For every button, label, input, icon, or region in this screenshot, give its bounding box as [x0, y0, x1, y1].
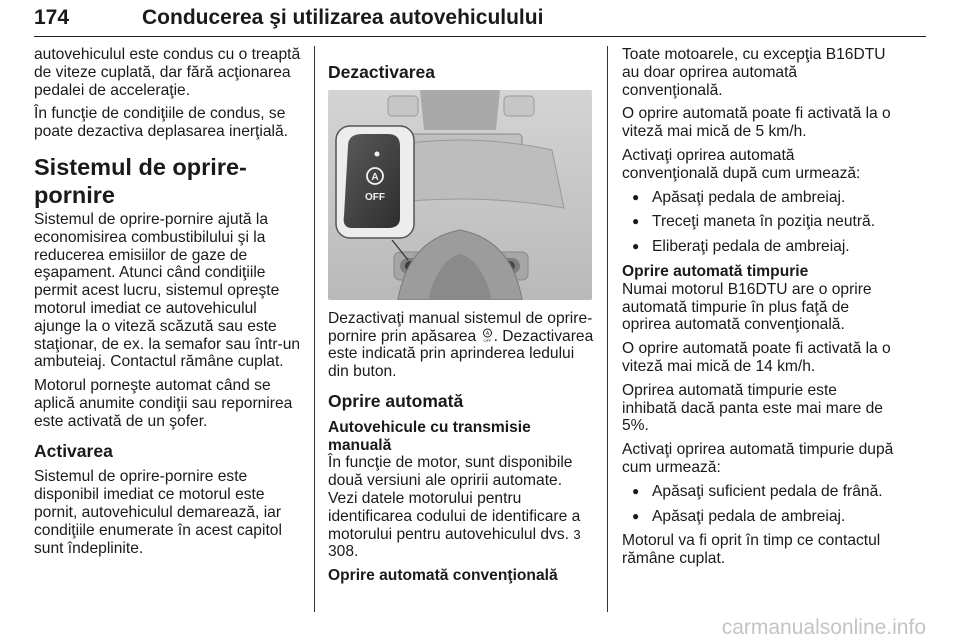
console-figure	[328, 90, 592, 300]
subsection-heading: Dezactivarea	[328, 62, 436, 82]
minor-heading: Autovehicule cu transmisie manuală	[328, 418, 531, 454]
list-item: ● Apăsaţi pedala de ambreiaj.	[622, 189, 894, 207]
section-heading: Sistemul de oprire-pornire	[34, 153, 247, 208]
page-header	[34, 4, 926, 44]
paragraph: Motorul va fi oprit în timp ce contactul rămâne cuplat.	[622, 532, 881, 568]
paragraph: Oprirea automată timpurie este inhibată dacă panta este mai mare de 5%.	[622, 381, 883, 435]
column-2	[328, 46, 594, 585]
page-number: 174	[34, 6, 70, 29]
list-item: ● Treceţi maneta în poziţia neutră.	[622, 213, 894, 231]
list-item: ● Eliberaţi pedala de ambreiaj.	[622, 238, 894, 256]
svg-text:A: A	[485, 330, 489, 337]
auto-stop-button-icon	[481, 328, 494, 343]
subsection-heading: Activarea	[34, 440, 113, 461]
svg-text:A: A	[371, 171, 379, 183]
paragraph: Activaţi oprirea automată convenţională după cum urmează:	[622, 146, 861, 182]
off-label: OFF	[365, 191, 385, 203]
paragraph: În funcţie de motor, sunt disponibile două versiuni ale opririi automate. Vezi datele motorului pentru identificarea codului de identificare a motorului pentru autovehiculul dvs. 3 308.	[328, 454, 581, 561]
paragraph: Activaţi oprirea automată timpurie după cum urmează:	[622, 441, 894, 476]
paragraph: Sistemul de oprire-pornire este disponibil imediat ce motorul este pornit, autovehiculul demarează, iar condiţiile enumerate în acest capitol sunt îndeplinite.	[34, 468, 282, 557]
paragraph: Motorul porneşte automat când se aplică anumite condiţii sau repornirea este activată de un şofer.	[34, 377, 293, 430]
page-reference[interactable]: 308.	[328, 543, 359, 561]
column-1	[34, 46, 302, 563]
minor-heading: Oprire automată timpurie	[622, 262, 809, 280]
column-divider-2	[607, 46, 608, 612]
paragraph: Numai motorul B16DTU are o oprire automată timpurie în plus faţă de oprirea automată convenţională.	[622, 280, 872, 334]
paragraph: Sistemul de oprire-pornire ajută la economisirea combustibilului şi la reducerea emisiilor de gaze de eşapament. Atunci când condiţiile permit acest lucru, sistemul opreşte motorul imediat ce autovehiculul ajunge la o viteză scăzută sau este staţionar, de ex. la semafor sau într-un ambuteiaj. Contactul rămâne cuplat.	[34, 210, 301, 371]
column-3	[622, 46, 894, 574]
paragraph: În funcţie de condiţiile de condus, se poate dezactiva deplasarea inerţială.	[34, 105, 288, 141]
chapter-title: Conducerea şi utilizarea autovehiculului	[142, 6, 544, 29]
minor-heading: Oprire automată convenţională	[328, 567, 558, 585]
svg-text:OFF: OFF	[483, 337, 492, 343]
paragraph: autovehiculul este condus cu o treaptă de viteze cuplată, dar fără acţionarea pedalei de acceleraţie.	[34, 46, 301, 99]
led-indicator	[375, 151, 380, 156]
paragraph: O oprire automată poate fi activată la o viteză mai mică de 5 km/h.	[622, 105, 891, 141]
column-divider-1	[314, 46, 315, 612]
steps-list-early	[622, 483, 894, 526]
header-rule	[34, 36, 926, 37]
watermark: carmanualsonline.info	[721, 616, 926, 639]
list-item: ● Apăsaţi suficient pedala de frână.	[622, 483, 894, 501]
page-reference-arrow-icon[interactable]: 3	[573, 526, 581, 542]
paragraph: O oprire automată poate fi activată la o viteză mai mică de 14 km/h.	[622, 340, 891, 375]
list-item: ● Apăsaţi pedala de ambreiaj.	[622, 508, 894, 526]
paragraph: Dezactivaţi manual sistemul de oprire-pornire prin apăsarea A OFF . Dezactivarea este indicată prin aprinderea ledului din buton.	[328, 309, 594, 381]
steps-list-conventional	[622, 189, 894, 256]
center-console-illustration	[328, 90, 592, 300]
subsection-heading: Oprire automată	[328, 390, 464, 411]
paragraph: Toate motoarele, cu excepţia B16DTU au doar oprirea automată convenţională.	[622, 46, 886, 99]
